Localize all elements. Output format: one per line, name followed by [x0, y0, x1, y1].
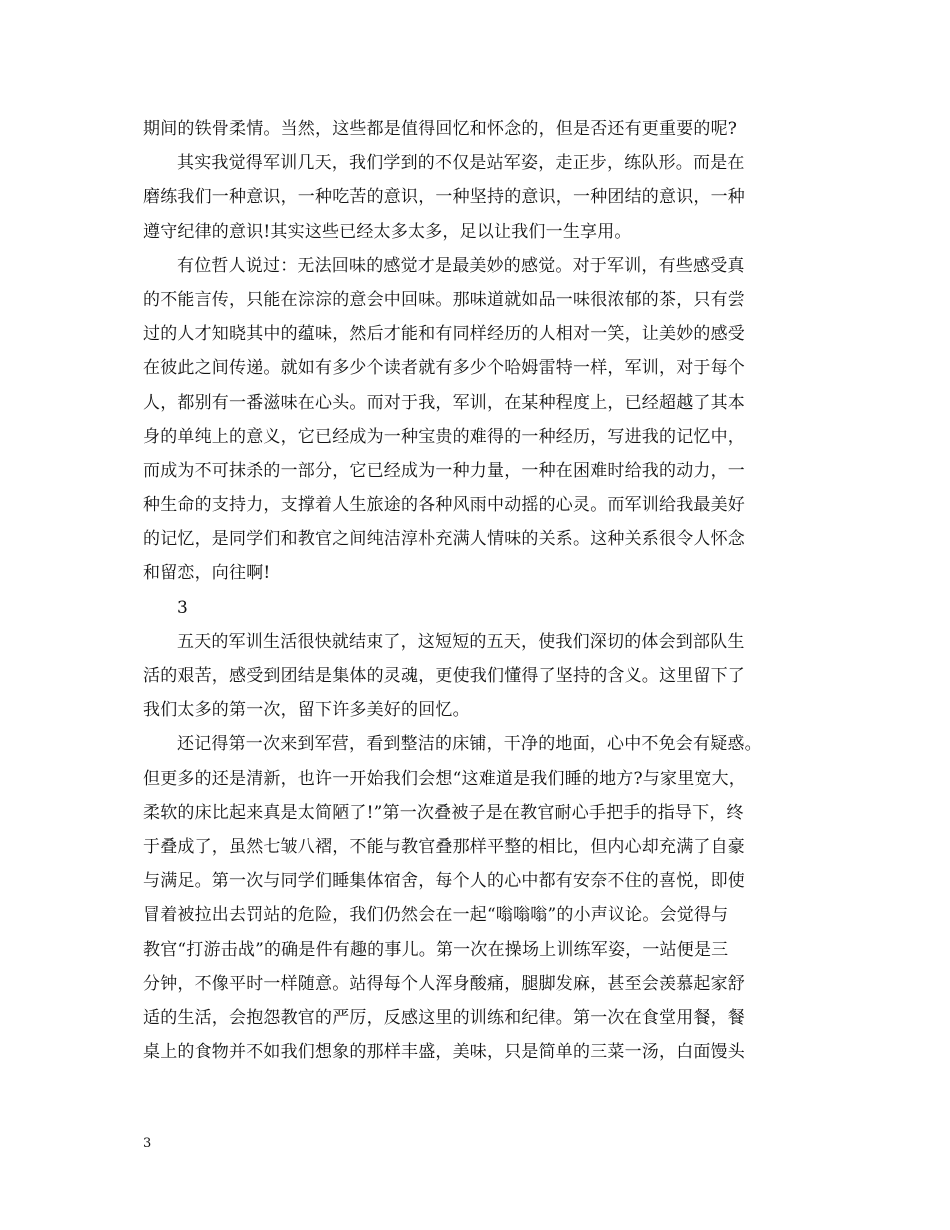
section-number: 3: [177, 597, 189, 618]
text-line: 于叠成了，虽然七皱八褶，不能与教官叠那样平整的相比，但内心却充满了自豪: [143, 836, 745, 857]
text-line: 而成为不可抹杀的一部分，它已经成为一种力量，一种在困难时给我的动力，一: [143, 460, 745, 481]
text-line: 但更多的还是清新，也许一开始我们会想“这难道是我们睡的地方?与家里宽大，: [143, 768, 747, 789]
text-line: 人，都别有一番滋味在心头。而对于我，军训，在某种程度上，已经超越了其本: [143, 392, 745, 413]
text-line: 有位哲人说过：无法回味的感觉才是最美妙的感觉。对于军训，有些感受真: [177, 255, 745, 276]
text-line: 期间的铁骨柔情。当然，这些都是值得回忆和怀念的，但是否还有更重要的呢?: [143, 119, 738, 139]
text-line: 桌上的食物并不如我们想象的那样丰盛，美味，只是简单的三菜一汤，白面馒头: [143, 1042, 745, 1063]
text-line: 其实我觉得军训几天，我们学到的不仅是站军姿，走正步，练队形。而是在: [177, 153, 745, 174]
text-line: 五天的军训生活很快就结束了，这短短的五天，使我们深切的体会到部队生: [177, 631, 745, 652]
text-line: 在彼此之间传递。就如有多少个读者就有多少个哈姆雷特一样，军训，对于每个: [143, 358, 745, 379]
text-line: 遵守纪律的意识!其实这些已经太多太多，足以让我们一生享用。: [143, 221, 632, 242]
text-line: 磨练我们一种意识，一种吃苦的意识，一种坚持的意识，一种团结的意识，一种: [143, 187, 745, 208]
text-line: 活的艰苦，感受到团结是集体的灵魂，更使我们懂得了坚持的含义。这里留下了: [143, 666, 745, 686]
text-line: 柔软的床比起来真是太简陋了!”第一次叠被子是在教官耐心手把手的指导下，终: [143, 802, 744, 823]
text-line: 还记得第一次来到军营，看到整洁的床铺，干净的地面，心中不免会有疑惑。: [177, 734, 762, 755]
text-line: 身的单纯上的意义，它已经成为一种宝贵的难得的一种经历，写进我的记忆中，: [143, 426, 745, 447]
text-line: 的记忆，是同学们和教官之间纯洁淳朴充满人情味的关系。这种关系很令人怀念: [143, 529, 745, 550]
text-line: 冒着被拉出去罚站的危险，我们仍然会在一起“嗡嗡嗡”的小声议论。会觉得与: [143, 905, 729, 926]
body-text: [143, 112, 843, 1069]
text-line: 分钟，不像平时一样随意。站得每个人浑身酸痛，腿脚发麻，甚至会羡慕起家舒: [143, 973, 745, 994]
text-line: 与满足。第一次与同学们睡集体宿舍，每个人的心中都有安奈不住的喜悦，即使: [143, 871, 745, 892]
text-line: 和留恋，向往啊!: [143, 563, 271, 584]
text-line: 的不能言传，只能在淙淙的意会中回味。那味道就如品一味很浓郁的茶，只有尝: [143, 289, 745, 310]
text-line: 种生命的支持力，支撑着人生旅途的各种风雨中动摇的心灵。而军训给我最美好: [143, 495, 745, 516]
text-line: 教官“打游击战”的确是件有趣的事儿。第一次在操场上训练军姿，一站便是三: [143, 939, 729, 960]
text-line: 适的生活，会抱怨教官的严厉，反感这里的训练和纪律。第一次在食堂用餐，餐: [143, 1007, 745, 1028]
page-number: 3: [143, 1136, 152, 1151]
text-line: 我们太多的第一次，留下许多美好的回忆。: [143, 700, 470, 721]
text-line: 过的人才知晓其中的蕴味，然后才能和有同样经历的人相对一笑，让美妙的感受: [143, 324, 745, 345]
